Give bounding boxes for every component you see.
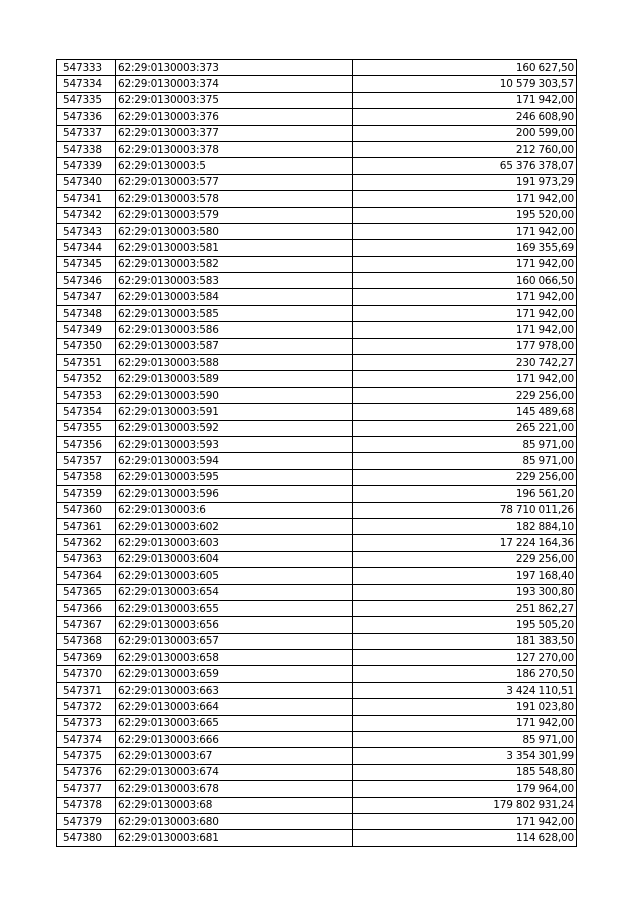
cadastral-number-cell: 62:29:0130003:604 [116,551,353,567]
cadastral-value-cell: 230 742,27 [353,355,577,371]
cadastral-value-cell: 179 964,00 [353,781,577,797]
row-id-cell: 547371 [57,682,116,698]
table-row [57,666,577,682]
cadastral-value-cell: 85 971,00 [353,453,577,469]
row-id-cell: 547349 [57,322,116,338]
cadastral-value-cell: 229 256,00 [353,551,577,567]
cadastral-number-cell: 62:29:0130003:655 [116,600,353,616]
cadastral-number-cell: 62:29:0130003:68 [116,797,353,813]
row-id-cell: 547351 [57,355,116,371]
cadastral-value-cell: 177 978,00 [353,338,577,354]
cadastral-value-cell: 195 520,00 [353,207,577,223]
table-row [57,748,577,764]
table-row [57,568,577,584]
cadastral-number-cell: 62:29:0130003:659 [116,666,353,682]
table-row [57,60,577,76]
row-id-cell: 547353 [57,387,116,403]
row-id-cell: 547366 [57,600,116,616]
cadastral-number-cell: 62:29:0130003:594 [116,453,353,469]
cadastral-number-cell: 62:29:0130003:665 [116,715,353,731]
table-row [57,617,577,633]
cadastral-number-cell: 62:29:0130003:680 [116,813,353,829]
table-row [57,584,577,600]
cadastral-value-cell: 212 760,00 [353,141,577,157]
cadastral-number-cell: 62:29:0130003:5 [116,158,353,174]
cadastral-number-cell: 62:29:0130003:603 [116,535,353,551]
cadastral-value-cell: 65 376 378,07 [353,158,577,174]
cadastral-value-cell: 169 355,69 [353,240,577,256]
cadastral-number-cell: 62:29:0130003:589 [116,371,353,387]
row-id-cell: 547358 [57,469,116,485]
cadastral-value-cell: 196 561,20 [353,486,577,502]
cadastral-number-cell: 62:29:0130003:605 [116,568,353,584]
row-id-cell: 547360 [57,502,116,518]
row-id-cell: 547362 [57,535,116,551]
row-id-cell: 547346 [57,273,116,289]
table-row [57,240,577,256]
cadastral-number-cell: 62:29:0130003:581 [116,240,353,256]
row-id-cell: 547338 [57,141,116,157]
cadastral-number-cell: 62:29:0130003:375 [116,92,353,108]
cadastral-value-cell: 160 066,50 [353,273,577,289]
table-row [57,781,577,797]
row-id-cell: 547373 [57,715,116,731]
cadastral-number-cell: 62:29:0130003:674 [116,764,353,780]
cadastral-value-cell: 171 942,00 [353,322,577,338]
table-row [57,289,577,305]
row-id-cell: 547352 [57,371,116,387]
table-row [57,76,577,92]
table-row [57,600,577,616]
cadastral-number-cell: 62:29:0130003:580 [116,223,353,239]
table-row [57,682,577,698]
cadastral-value-cell: 3 354 301,99 [353,748,577,764]
row-id-cell: 547335 [57,92,116,108]
row-id-cell: 547347 [57,289,116,305]
row-id-cell: 547361 [57,518,116,534]
table-row [57,518,577,534]
row-id-cell: 547367 [57,617,116,633]
cadastral-value-table [56,59,577,847]
table-row [57,436,577,452]
cadastral-number-cell: 62:29:0130003:590 [116,387,353,403]
cadastral-number-cell: 62:29:0130003:596 [116,486,353,502]
table-row [57,813,577,829]
table-row [57,633,577,649]
cadastral-value-cell: 185 548,80 [353,764,577,780]
cadastral-value-cell: 10 579 303,57 [353,76,577,92]
table-row [57,830,577,846]
cadastral-value-cell: 171 942,00 [353,223,577,239]
cadastral-number-cell: 62:29:0130003:376 [116,109,353,125]
row-id-cell: 547377 [57,781,116,797]
cadastral-number-cell: 62:29:0130003:583 [116,273,353,289]
row-id-cell: 547341 [57,191,116,207]
cadastral-value-cell: 171 942,00 [353,813,577,829]
row-id-cell: 547334 [57,76,116,92]
table-row [57,699,577,715]
table-row [57,256,577,272]
cadastral-number-cell: 62:29:0130003:591 [116,404,353,420]
cadastral-value-cell: 160 627,50 [353,60,577,76]
table-row [57,273,577,289]
row-id-cell: 547350 [57,338,116,354]
row-id-cell: 547355 [57,420,116,436]
cadastral-number-cell: 62:29:0130003:592 [116,420,353,436]
table-row [57,191,577,207]
cadastral-value-cell: 229 256,00 [353,469,577,485]
cadastral-number-cell: 62:29:0130003:664 [116,699,353,715]
cadastral-number-cell: 62:29:0130003:588 [116,355,353,371]
row-id-cell: 547348 [57,305,116,321]
table-row [57,650,577,666]
cadastral-value-cell: 200 599,00 [353,125,577,141]
cadastral-value-cell: 246 608,90 [353,109,577,125]
cadastral-value-cell: 171 942,00 [353,92,577,108]
cadastral-value-cell: 186 270,50 [353,666,577,682]
cadastral-value-cell: 171 942,00 [353,191,577,207]
cadastral-value-cell: 181 383,50 [353,633,577,649]
cadastral-value-cell: 182 884,10 [353,518,577,534]
cadastral-value-cell: 171 942,00 [353,289,577,305]
row-id-cell: 547372 [57,699,116,715]
table-row [57,355,577,371]
cadastral-number-cell: 62:29:0130003:579 [116,207,353,223]
cadastral-number-cell: 62:29:0130003:577 [116,174,353,190]
table-row [57,551,577,567]
cadastral-value-cell: 171 942,00 [353,715,577,731]
cadastral-value-cell: 191 973,29 [353,174,577,190]
table-row [57,732,577,748]
cadastral-number-cell: 62:29:0130003:654 [116,584,353,600]
cadastral-number-cell: 62:29:0130003:593 [116,436,353,452]
cadastral-number-cell: 62:29:0130003:678 [116,781,353,797]
table-row [57,764,577,780]
cadastral-number-cell: 62:29:0130003:373 [116,60,353,76]
table-row [57,207,577,223]
cadastral-number-cell: 62:29:0130003:681 [116,830,353,846]
cadastral-number-cell: 62:29:0130003:578 [116,191,353,207]
cadastral-value-cell: 85 971,00 [353,436,577,452]
cadastral-number-cell: 62:29:0130003:586 [116,322,353,338]
cadastral-value-cell: 171 942,00 [353,305,577,321]
cadastral-number-cell: 62:29:0130003:657 [116,633,353,649]
cadastral-value-cell: 171 942,00 [353,371,577,387]
table-row [57,141,577,157]
table-row [57,387,577,403]
table-row [57,305,577,321]
cadastral-number-cell: 62:29:0130003:602 [116,518,353,534]
cadastral-value-cell: 85 971,00 [353,732,577,748]
cadastral-value-cell: 114 628,00 [353,830,577,846]
row-id-cell: 547368 [57,633,116,649]
table-row [57,174,577,190]
row-id-cell: 547380 [57,830,116,846]
cadastral-number-cell: 62:29:0130003:658 [116,650,353,666]
row-id-cell: 547363 [57,551,116,567]
cadastral-value-cell: 171 942,00 [353,256,577,272]
row-id-cell: 547354 [57,404,116,420]
row-id-cell: 547339 [57,158,116,174]
row-id-cell: 547340 [57,174,116,190]
table-row [57,797,577,813]
table-row [57,371,577,387]
cadastral-value-cell: 17 224 164,36 [353,535,577,551]
table-row [57,404,577,420]
table-row [57,338,577,354]
table-row [57,420,577,436]
cadastral-number-cell: 62:29:0130003:666 [116,732,353,748]
cadastral-number-cell: 62:29:0130003:656 [116,617,353,633]
table-row [57,469,577,485]
table-row [57,109,577,125]
cadastral-number-cell: 62:29:0130003:595 [116,469,353,485]
row-id-cell: 547370 [57,666,116,682]
table-row [57,502,577,518]
cadastral-value-cell: 191 023,80 [353,699,577,715]
row-id-cell: 547336 [57,109,116,125]
row-id-cell: 547343 [57,223,116,239]
cadastral-value-cell: 3 424 110,51 [353,682,577,698]
row-id-cell: 547378 [57,797,116,813]
cadastral-number-cell: 62:29:0130003:374 [116,76,353,92]
table-row [57,125,577,141]
table-row [57,322,577,338]
cadastral-value-cell: 127 270,00 [353,650,577,666]
cadastral-value-cell: 265 221,00 [353,420,577,436]
table-row [57,223,577,239]
row-id-cell: 547379 [57,813,116,829]
cadastral-number-cell: 62:29:0130003:6 [116,502,353,518]
row-id-cell: 547376 [57,764,116,780]
row-id-cell: 547337 [57,125,116,141]
row-id-cell: 547374 [57,732,116,748]
cadastral-number-cell: 62:29:0130003:378 [116,141,353,157]
cadastral-number-cell: 62:29:0130003:587 [116,338,353,354]
cadastral-number-cell: 62:29:0130003:584 [116,289,353,305]
cadastral-number-cell: 62:29:0130003:582 [116,256,353,272]
table-row [57,158,577,174]
cadastral-value-cell: 179 802 931,24 [353,797,577,813]
row-id-cell: 547365 [57,584,116,600]
table-row [57,486,577,502]
cadastral-value-cell: 193 300,80 [353,584,577,600]
table-row [57,535,577,551]
cadastral-value-cell: 78 710 011,26 [353,502,577,518]
row-id-cell: 547344 [57,240,116,256]
table-row [57,453,577,469]
row-id-cell: 547356 [57,436,116,452]
table-row [57,715,577,731]
row-id-cell: 547333 [57,60,116,76]
row-id-cell: 547342 [57,207,116,223]
row-id-cell: 547345 [57,256,116,272]
table-body [57,60,577,847]
cadastral-number-cell: 62:29:0130003:67 [116,748,353,764]
row-id-cell: 547357 [57,453,116,469]
cadastral-value-cell: 195 505,20 [353,617,577,633]
cadastral-value-cell: 251 862,27 [353,600,577,616]
table-row [57,92,577,108]
cadastral-value-cell: 145 489,68 [353,404,577,420]
row-id-cell: 547369 [57,650,116,666]
cadastral-number-cell: 62:29:0130003:377 [116,125,353,141]
cadastral-value-cell: 229 256,00 [353,387,577,403]
cadastral-value-cell: 197 168,40 [353,568,577,584]
row-id-cell: 547364 [57,568,116,584]
row-id-cell: 547375 [57,748,116,764]
cadastral-number-cell: 62:29:0130003:663 [116,682,353,698]
cadastral-number-cell: 62:29:0130003:585 [116,305,353,321]
row-id-cell: 547359 [57,486,116,502]
